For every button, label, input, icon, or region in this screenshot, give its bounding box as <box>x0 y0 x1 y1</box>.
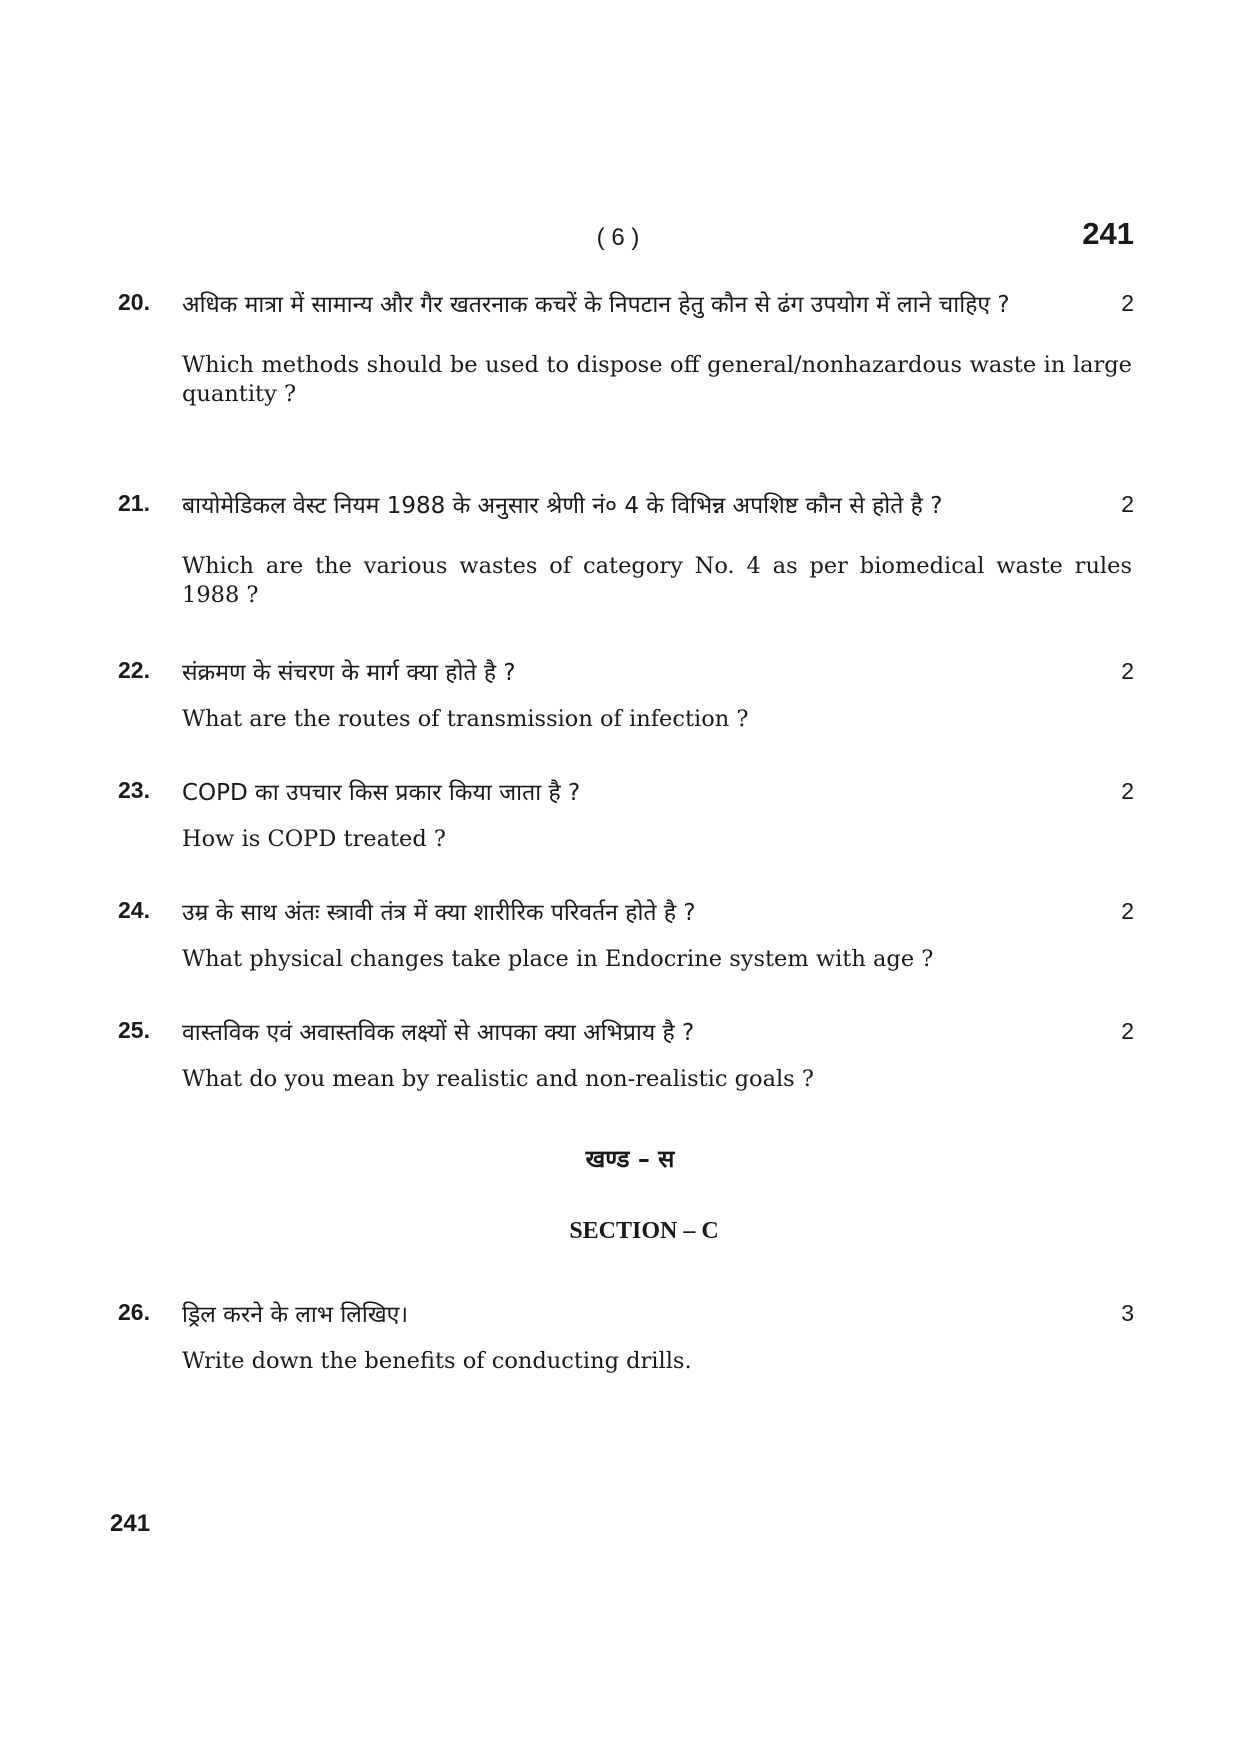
question-hindi-text: अधिक मात्रा में सामान्य और गैर खतरनाक कचरें के निपटान हेतु कौन से ढंग उपयोग में लाने चाहिए ? <box>182 292 1010 318</box>
question-hindi <box>182 1297 1134 1333</box>
question-number: 21. <box>118 490 150 516</box>
question-number: 22. <box>118 657 150 683</box>
question-marks: 2 <box>1121 658 1134 684</box>
question-number: 25. <box>118 1017 150 1043</box>
question-hindi <box>182 287 1134 323</box>
section-heading-english: SECTION – C <box>569 1218 719 1244</box>
question-hindi <box>182 655 1134 691</box>
question-hindi <box>182 488 1134 524</box>
question-hindi-text: बायोमेडिकल वेस्ट नियम 1988 के अनुसार श्रेणी नं० 4 के विभिन्न अपशिष्ट कौन से होते है ? <box>182 493 943 519</box>
question-21 <box>118 488 1134 610</box>
question-number: 23. <box>118 777 150 803</box>
question-hindi <box>182 1015 1134 1051</box>
question-marks: 2 <box>1121 491 1134 517</box>
question-marks: 2 <box>1121 1018 1134 1044</box>
paper-code-header: 241 <box>1082 216 1134 251</box>
question-english: Which are the various wastes of category No. 4 as per biomedical waste rules 1988 ? <box>182 553 1132 608</box>
question-english: What physical changes take place in Endocrine system with age ? <box>182 946 934 972</box>
question-24 <box>118 895 1134 974</box>
question-english: What are the routes of transmission of infection ? <box>182 706 749 732</box>
question-marks: 3 <box>1121 1300 1134 1326</box>
question-number: 24. <box>118 897 150 923</box>
question-hindi <box>182 895 1134 931</box>
page-number: ( 6 ) <box>596 224 640 251</box>
question-english: Which methods should be used to dispose off general/nonhazardous waste in large quantity ? <box>182 352 1132 407</box>
question-hindi-text: वास्तविक एवं अवास्तविक लक्ष्यों से आपका क्या अभिप्राय है ? <box>182 1020 695 1046</box>
question-22 <box>118 655 1134 734</box>
question-marks: 2 <box>1121 778 1134 804</box>
question-marks: 2 <box>1121 290 1134 316</box>
question-hindi-text: संक्रमण के संचरण के मार्ग क्या होते है ? <box>182 660 516 686</box>
question-hindi <box>182 775 1134 811</box>
question-hindi-text: उम्र के साथ अंतः स्त्रावी तंत्र में क्या शारीरिक परिवर्तन होते है ? <box>182 900 696 926</box>
section-heading-hindi: खण्ड – स <box>585 1145 675 1173</box>
question-number: 26. <box>118 1299 150 1325</box>
question-english: Write down the benefits of conducting drills. <box>182 1348 692 1374</box>
paper-code-footer: 241 <box>110 1510 151 1537</box>
question-hindi-text: ड्रिल करने के लाभ लिखिए। <box>182 1302 409 1328</box>
question-26 <box>118 1297 1134 1376</box>
question-marks: 2 <box>1121 898 1134 924</box>
question-english: How is COPD treated ? <box>182 826 446 852</box>
question-number: 20. <box>118 289 150 315</box>
question-25 <box>118 1015 1134 1094</box>
question-hindi-text: COPD का उपचार किस प्रकार किया जाता है ? <box>182 780 581 806</box>
question-english: What do you mean by realistic and non-realistic goals ? <box>182 1066 814 1092</box>
question-23 <box>118 775 1134 854</box>
question-20 <box>118 287 1134 409</box>
